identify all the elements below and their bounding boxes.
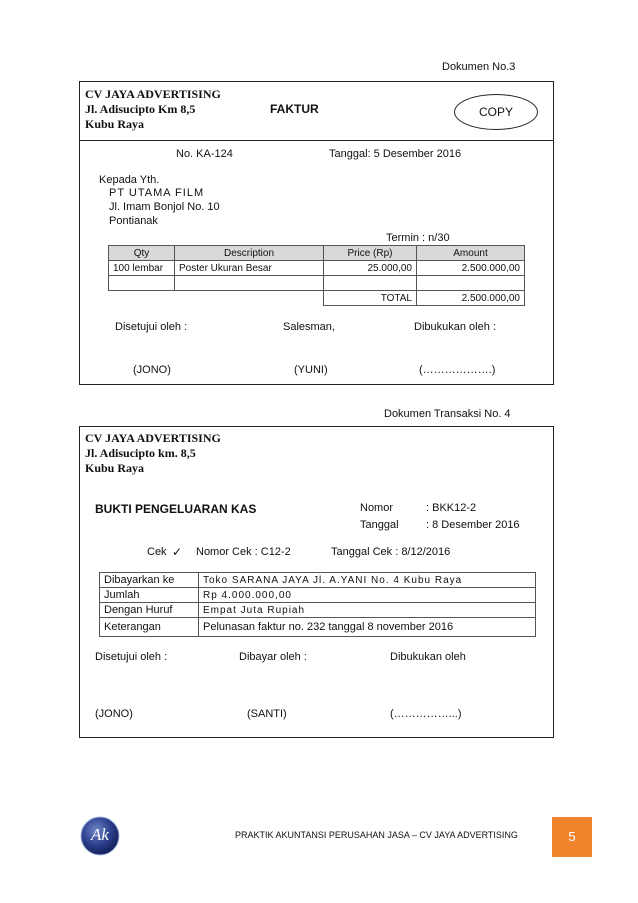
row-label: Dengan Huruf <box>100 603 199 618</box>
table-row <box>100 603 536 618</box>
cell-blank <box>109 291 324 306</box>
company-address: Jl. Adisucipto Km 8,5 <box>85 102 196 116</box>
cell-qty: 100 lembar <box>109 261 175 276</box>
cell-price: 25.000,00 <box>324 261 417 276</box>
cell-description: Poster Ukuran Besar <box>175 261 324 276</box>
invoice-title: FAKTUR <box>270 102 319 116</box>
voucher-date-value: : 8 Desember 2016 <box>426 519 520 531</box>
voucher-title: BUKTI PENGELUARAN KAS <box>95 502 257 516</box>
approved-label: Disetujui oleh : <box>115 321 188 333</box>
company-name: CV JAYA ADVERTISING <box>85 87 221 101</box>
checkmark-icon: ✓ <box>172 545 183 559</box>
cheque-date: Tanggal Cek : 8/12/2016 <box>331 546 451 558</box>
table-total-row <box>109 291 525 306</box>
voucher-number-value: : BKK12-2 <box>426 502 477 514</box>
table-row <box>109 261 525 276</box>
recorded-name: (……………...) <box>390 708 462 720</box>
voucher-date-label: Tanggal <box>360 519 399 531</box>
copy-stamp-text: COPY <box>478 105 513 119</box>
company-city: Kubu Raya <box>85 117 145 131</box>
table-row <box>100 573 536 588</box>
voucher-detail-table <box>99 572 536 637</box>
doc2-label: Dokumen Transaksi No. 4 <box>384 408 511 420</box>
total-value: 2.500.000,00 <box>417 291 525 306</box>
invoice-number: No. KA-124 <box>176 148 233 160</box>
col-description-header: Description <box>175 246 324 261</box>
cell-amount: 2.500.000,00 <box>417 261 525 276</box>
col-qty-header: Qty <box>109 246 175 261</box>
page-number-badge <box>552 817 592 857</box>
company-city: Kubu Raya <box>85 461 145 475</box>
paid-name: (SANTI) <box>247 708 287 720</box>
table-row <box>100 588 536 603</box>
recorded-name: (……………….) <box>419 364 496 376</box>
salesman-label: Salesman, <box>283 321 335 333</box>
col-price-header: Price (Rp) <box>324 246 417 261</box>
invoice-table <box>108 245 525 306</box>
row-label: Keterangan <box>100 618 199 637</box>
approved-label: Disetujui oleh : <box>95 651 168 663</box>
page-number: 5 <box>568 829 576 844</box>
cell-empty <box>324 276 417 291</box>
payment-terms: Termin : n/30 <box>386 232 450 244</box>
copy-stamp <box>454 94 538 130</box>
footer-text: PRAKTIK AKUNTANSI PERUSAHAN JASA – CV JAYA ADVERTISING <box>235 830 518 840</box>
col-amount-header: Amount <box>417 246 525 261</box>
recipient-city: Pontianak <box>109 215 158 227</box>
table-row <box>100 618 536 637</box>
cheque-label: Cek <box>147 546 167 558</box>
table-row-empty <box>109 276 525 291</box>
invoice-header-divider <box>79 140 554 141</box>
doc1-label: Dokumen No.3 <box>442 61 516 73</box>
recipient-name: PT UTAMA FILM <box>109 187 205 199</box>
recipient-label: Kepada Yth. <box>99 174 160 186</box>
voucher-number-label: Nomor <box>360 502 394 514</box>
row-value: Toko SARANA JAYA Jl. A.YANI No. 4 Kubu Raya <box>199 573 536 588</box>
recorded-label: Dibukukan oleh <box>390 651 466 663</box>
company-name: CV JAYA ADVERTISING <box>85 431 221 445</box>
table-header-row <box>109 246 525 261</box>
approved-name: (JONO) <box>95 708 133 720</box>
cell-empty <box>417 276 525 291</box>
row-value: Empat Juta Rupiah <box>199 603 536 618</box>
cheque-number: Nomor Cek : C12-2 <box>196 546 291 558</box>
row-value: Rp 4.000.000,00 <box>199 588 536 603</box>
row-value: Pelunasan faktur no. 232 tanggal 8 november 2016 <box>199 618 536 637</box>
publisher-logo <box>80 816 120 856</box>
cell-empty <box>109 276 175 291</box>
recorded-label: Dibukukan oleh : <box>414 321 496 333</box>
company-address: Jl. Adisucipto km. 8,5 <box>85 446 196 460</box>
logo-letters: Ak <box>91 825 109 844</box>
invoice-date: Tanggal: 5 Desember 2016 <box>329 148 462 160</box>
total-label: TOTAL <box>324 291 417 306</box>
approved-name: (JONO) <box>133 364 171 376</box>
row-label: Dibayarkan ke <box>100 573 199 588</box>
cell-empty <box>175 276 324 291</box>
salesman-name: (YUNI) <box>294 364 328 376</box>
paid-label: Dibayar oleh : <box>239 651 307 663</box>
recipient-address: Jl. Imam Bonjol No. 10 <box>109 201 220 213</box>
row-label: Jumlah <box>100 588 199 603</box>
